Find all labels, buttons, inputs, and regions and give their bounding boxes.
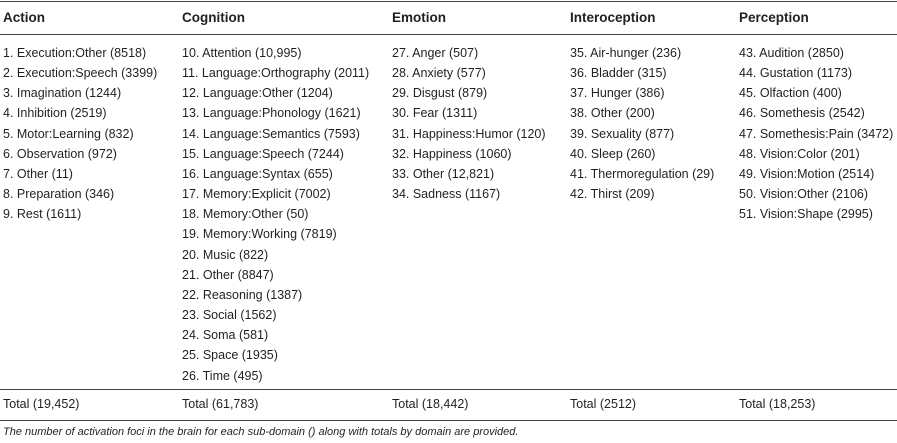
list-item: 30. Fear (1311)	[392, 106, 478, 121]
list-item: 10. Attention (10,995)	[182, 46, 302, 60]
totals-rule	[0, 389, 897, 390]
total-action: Total (19,452)	[3, 397, 80, 411]
list-item: 27. Anger (507)	[392, 46, 479, 60]
list-item: 23. Social (1562)	[182, 308, 277, 323]
cognition-list	[182, 43, 369, 386]
list-item: 21. Other (8847)	[182, 267, 274, 282]
list-item: 1. Execution:Other (8518)	[3, 46, 147, 60]
emotion-list	[392, 43, 546, 204]
column-header-interoception: Interoception	[570, 10, 656, 25]
column-header-action: Action	[3, 10, 45, 25]
list-item: 15. Language:Speech (7244)	[182, 146, 344, 161]
list-item: 20. Music (822)	[182, 247, 269, 262]
total-cognition: Total (61,783)	[182, 397, 259, 411]
list-item: 2. Execution:Speech (3399)	[3, 66, 158, 81]
list-item: 50. Vision:Other (2106)	[739, 187, 869, 202]
list-item: 39. Sexuality (877)	[570, 126, 675, 141]
action-list	[3, 43, 157, 224]
list-item: 17. Memory:Explicit (7002)	[182, 187, 331, 202]
table-top-rule	[0, 1, 897, 2]
list-item: 43. Audition (2850)	[739, 46, 844, 60]
list-item: 33. Other (12,821)	[392, 166, 495, 181]
list-item: 16. Language:Syntax (655)	[182, 166, 333, 181]
list-item: 41. Thermoregulation (29)	[570, 166, 715, 181]
list-item: 24. Soma (581)	[182, 328, 269, 343]
column-header-cognition: Cognition	[182, 10, 245, 25]
table-bottom-rule	[0, 420, 897, 421]
column-header-emotion: Emotion	[392, 10, 446, 25]
list-item: 11. Language:Orthography (2011)	[182, 66, 370, 81]
list-item: 26. Time (495)	[182, 368, 263, 383]
interoception-list	[570, 43, 714, 204]
list-item: 44. Gustation (1173)	[739, 66, 853, 81]
list-item: 48. Vision:Color (201)	[739, 146, 860, 161]
list-item: 40. Sleep (260)	[570, 146, 656, 161]
total-interoception: Total (2512)	[570, 397, 637, 411]
list-item: 6. Observation (972)	[3, 146, 117, 161]
list-item: 34. Sadness (1167)	[392, 187, 501, 202]
list-item: 35. Air-hunger (236)	[570, 46, 682, 60]
list-item: 3. Imagination (1244)	[3, 86, 122, 101]
list-item: 47. Somethesis:Pain (3472)	[739, 126, 894, 141]
table-caption: The number of activation foci in the brain for each sub-domain () along with totals by domain are provided.	[3, 426, 519, 438]
list-item: 46. Somethesis (2542)	[739, 106, 865, 121]
column-header-perception: Perception	[739, 10, 809, 25]
perception-list	[739, 43, 893, 224]
list-item: 49. Vision:Motion (2514)	[739, 166, 875, 181]
list-item: 19. Memory:Working (7819)	[182, 227, 337, 242]
list-item: 25. Space (1935)	[182, 348, 278, 363]
list-item: 13. Language:Phonology (1621)	[182, 106, 361, 121]
list-item: 28. Anxiety (577)	[392, 66, 486, 81]
list-item: 32. Happiness (1060)	[392, 146, 512, 161]
list-item: 38. Other (200)	[570, 106, 655, 121]
list-item: 36. Bladder (315)	[570, 66, 667, 81]
list-item: 7. Other (11)	[3, 166, 73, 181]
list-item: 18. Memory:Other (50)	[182, 207, 309, 222]
total-perception: Total (18,253)	[739, 397, 816, 411]
list-item: 5. Motor:Learning (832)	[3, 126, 134, 141]
list-item: 14. Language:Semantics (7593)	[182, 126, 360, 141]
list-item: 45. Olfaction (400)	[739, 86, 842, 101]
total-emotion: Total (18,442)	[392, 397, 469, 411]
list-item: 4. Inhibition (2519)	[3, 106, 107, 121]
list-item: 12. Language:Other (1204)	[182, 86, 333, 101]
list-item: 51. Vision:Shape (2995)	[739, 207, 873, 222]
header-rule	[0, 34, 897, 35]
list-item: 22. Reasoning (1387)	[182, 287, 303, 302]
list-item: 37. Hunger (386)	[570, 86, 665, 101]
list-item: 9. Rest (1611)	[3, 207, 82, 222]
list-item: 31. Happiness:Humor (120)	[392, 126, 546, 141]
list-item: 8. Preparation (346)	[3, 187, 115, 202]
list-item: 29. Disgust (879)	[392, 86, 488, 101]
list-item: 42. Thirst (209)	[570, 187, 655, 202]
